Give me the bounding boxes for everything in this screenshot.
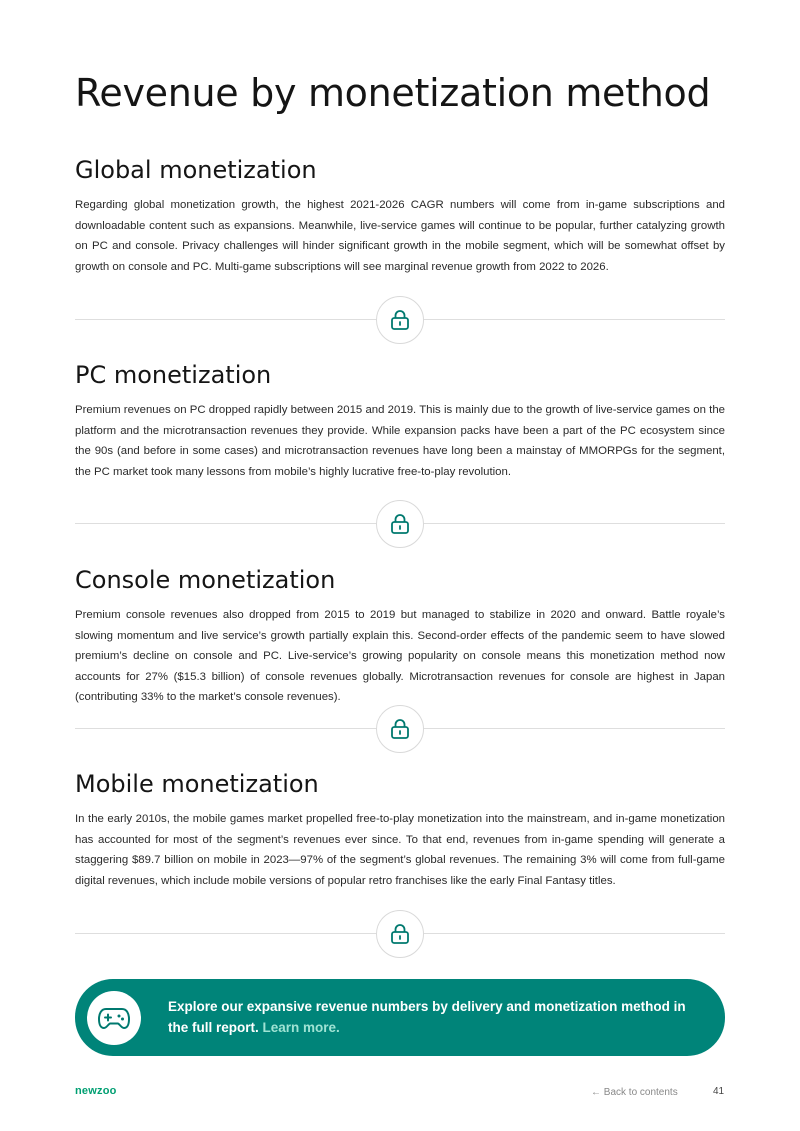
section-heading: Global monetization: [75, 156, 317, 184]
cta-text: [168, 996, 688, 1038]
lock-button[interactable]: [376, 705, 424, 753]
lock-icon: [390, 718, 410, 740]
section-heading: Console monetization: [75, 566, 336, 594]
section-global: [75, 155, 725, 277]
page-number: 41: [713, 1086, 725, 1097]
lock-icon: [390, 513, 410, 535]
lock-icon: [390, 309, 410, 331]
section-divider: [75, 705, 725, 753]
learn-more-link[interactable]: Learn more.: [262, 1020, 340, 1035]
lock-icon: [390, 923, 410, 945]
section-console: [75, 565, 725, 708]
section-divider: [75, 500, 725, 548]
back-to-contents-link[interactable]: ← Back to contents: [591, 1087, 678, 1098]
cta-message: Explore our expansive revenue numbers by delivery and monetization method in the full report.: [168, 999, 686, 1035]
section-pc: [75, 360, 725, 482]
gamepad-icon: [97, 1005, 131, 1031]
section-heading: Mobile monetization: [75, 770, 319, 798]
section-body: In the early 2010s, the mobile games market propelled free-to-play monetization into the mainstream, and in-game monetization has accounted for most of the segment’s revenues ever since. To that end, revenues from in-game spending will generate a staggering $89.7 billion on mobile in 2023—97% of the segment’s global revenues. The remaining 3% will come from full-game digital revenues, which include mobile versions of popular retro franchises like the early Final Fantasy titles.: [75, 813, 725, 887]
lock-button[interactable]: [376, 296, 424, 344]
newzoo-logo: newzoo: [75, 1085, 117, 1097]
page-title: Revenue by monetization method: [75, 71, 711, 115]
section-body: Premium revenues on PC dropped rapidly between 2015 and 2019. This is mainly due to the growth of live-service games on the platform and the microtransaction revenues they provide. While expansion packs have been a part of the PC ecosystem since the 90s (and before in some cases) and microtransaction revenues have long been a mainstay of MMORPGs for the segment, the PC market took many lessons from mobile’s highly lucrative free-to-play revolution.: [75, 404, 725, 478]
section-heading: PC monetization: [75, 361, 272, 389]
gamepad-icon-circle: [87, 991, 141, 1045]
lock-button[interactable]: [376, 500, 424, 548]
section-body: Regarding global monetization growth, the highest 2021-2026 CAGR numbers will come from in-game subscriptions and downloadable content such as expansions. Meanwhile, live-service games will continue to be popular, further catalyzing growth on PC and console. Privacy challenges will hinder significant growth in the mobile segment, which will be somewhat offset by growth on console and PC. Multi-game subscriptions will see marginal revenue growth from 2022 to 2026.: [75, 199, 725, 273]
section-body: Premium console revenues also dropped from 2015 to 2019 but managed to stabilize in 2020 and onward. Battle royale’s slowing momentum and live service’s growth partially explain this. Second-order effects of the pandemic seem to have slowed premium’s decline on console and PC. Live-service’s growing popularity on console means this monetization method now accounts for 27% ($15.3 billion) of console revenues globally. Microtransaction revenues for console are highest in Japan (contributing 33% to the market’s console revenues).: [75, 609, 725, 703]
section-mobile: [75, 769, 725, 891]
lock-button[interactable]: [376, 910, 424, 958]
section-divider: [75, 910, 725, 958]
cta-banner[interactable]: [75, 979, 725, 1056]
section-divider: [75, 296, 725, 344]
